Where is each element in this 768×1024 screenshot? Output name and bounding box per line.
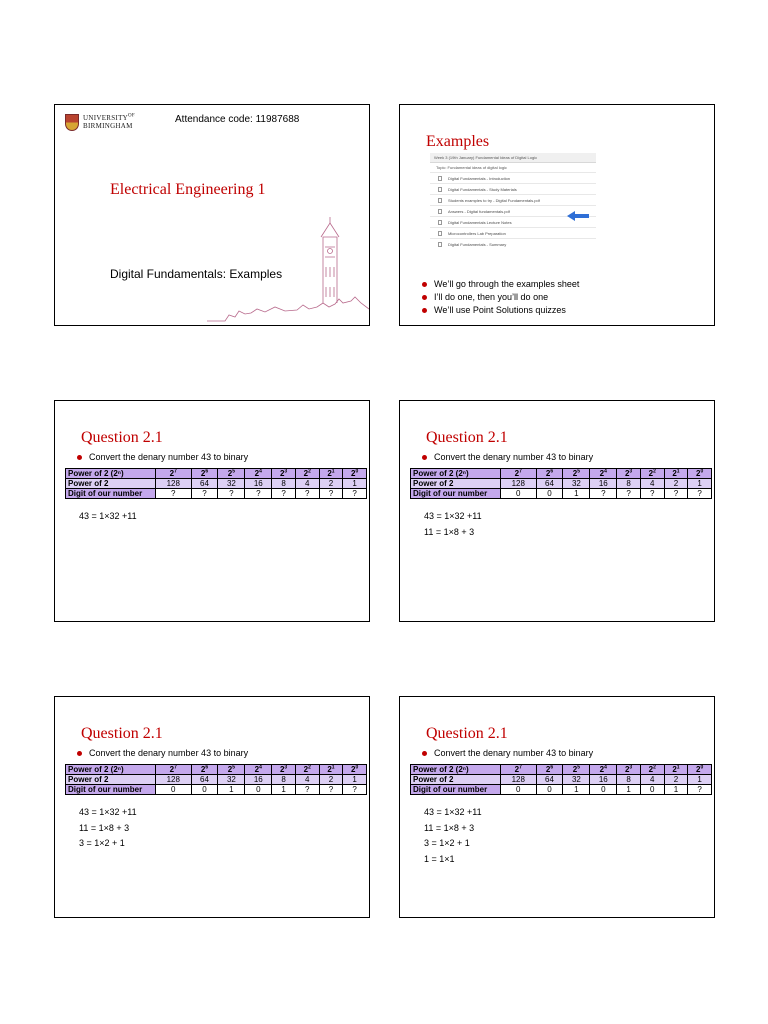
slide-subtitle: Digital Fundamentals: Examples [110, 267, 283, 281]
working-line: 43 = 1×32 +11 [424, 807, 482, 817]
digit-cell: ? [295, 785, 319, 795]
value-cell: 2 [319, 479, 343, 489]
table-row [411, 785, 712, 795]
title-slide [54, 104, 370, 326]
row-label: Digit of our number [411, 785, 501, 795]
value-cell: 64 [536, 775, 563, 785]
value-cell: 16 [590, 775, 617, 785]
working-steps [79, 509, 137, 525]
value-cell: 128 [501, 775, 537, 785]
slide-title: Electrical Engineering 1 [110, 181, 266, 198]
moodle-item: Students examples to try - Digital Fundamentals.pdf [430, 194, 596, 205]
power-cell: $2^1$ [319, 469, 343, 479]
powers-of-two-table [65, 764, 367, 795]
examples-slide [399, 104, 715, 326]
power-cell: $2^5$ [563, 469, 590, 479]
moodle-screenshot [430, 153, 596, 271]
digit-cell: 0 [536, 489, 563, 499]
bullet-item: Convert the denary number 43 to binary [77, 747, 248, 760]
bullet-item: Convert the denary number 43 to binary [422, 451, 593, 464]
bullet-item: Convert the denary number 43 to binary [422, 747, 593, 760]
digit-cell: ? [617, 489, 641, 499]
row-label: Digit of our number [66, 785, 156, 795]
power-cell: $2^5$ [563, 765, 590, 775]
table-row [66, 489, 367, 499]
moodle-item: Microcontrollers Lab Preparation [430, 227, 596, 238]
slide-title: Question 2.1 [426, 429, 508, 446]
powers-of-two-table [410, 764, 712, 795]
power-cell: $2^0$ [688, 469, 712, 479]
value-cell: 16 [590, 479, 617, 489]
working-line: 3 = 1×2 + 1 [424, 838, 470, 848]
digit-cell: ? [319, 489, 343, 499]
power-cell: $2^7$ [156, 765, 192, 775]
value-cell: 128 [156, 775, 192, 785]
value-cell: 1 [688, 775, 712, 785]
moodle-item: Digital Fundamentals - Study Materials [430, 183, 596, 194]
power-cell: $2^2$ [640, 765, 664, 775]
bullet-list [422, 278, 579, 317]
power-cell: $2^5$ [218, 765, 245, 775]
document-icon [438, 198, 442, 203]
document-icon [438, 176, 442, 181]
power-cell: $2^4$ [245, 765, 272, 775]
university-logo [65, 114, 135, 131]
value-cell: 64 [536, 479, 563, 489]
digit-cell: 0 [245, 785, 272, 795]
table-row [66, 775, 367, 785]
digit-cell: 0 [501, 489, 537, 499]
bullet-list [77, 451, 248, 464]
row-label: Power of 2 [66, 479, 156, 489]
value-cell: 32 [218, 479, 245, 489]
digit-cell: 0 [590, 785, 617, 795]
question-slide [54, 400, 370, 622]
slide-title: Examples [426, 133, 490, 150]
working-line: 11 = 1×8 + 3 [424, 526, 475, 537]
bullet-item: We’ll use Point Solutions quizzes [422, 304, 579, 317]
working-line: 1 = 1×1 [424, 853, 455, 864]
value-cell: 8 [272, 775, 296, 785]
value-cell: 4 [640, 479, 664, 489]
row-label: Power of 2 (2ⁿ) [66, 765, 156, 775]
digit-cell: ? [218, 489, 245, 499]
document-icon [438, 231, 442, 236]
value-cell: 32 [218, 775, 245, 785]
power-cell: $2^7$ [501, 765, 537, 775]
value-cell: 1 [688, 479, 712, 489]
value-cell: 64 [191, 775, 218, 785]
row-label: Power of 2 (2ⁿ) [66, 469, 156, 479]
digit-cell: ? [156, 489, 192, 499]
digit-cell: ? [245, 489, 272, 499]
working-line: 11 = 1×8 + 3 [424, 822, 475, 833]
power-cell: $2^0$ [343, 469, 367, 479]
value-cell: 64 [191, 479, 218, 489]
power-cell: $2^3$ [272, 469, 296, 479]
power-cell: $2^2$ [295, 469, 319, 479]
digit-cell: ? [295, 489, 319, 499]
row-label: Power of 2 [411, 479, 501, 489]
document-icon [438, 242, 442, 247]
row-label: Power of 2 [66, 775, 156, 785]
working-line: 3 = 1×2 + 1 [79, 838, 125, 848]
moodle-week-header: Week 3 (19th January) Fundamental Ideas of Digital Logic [430, 153, 596, 163]
row-label: Digit of our number [66, 489, 156, 499]
power-cell: $2^0$ [343, 765, 367, 775]
digit-cell: ? [272, 489, 296, 499]
digit-cell: 0 [156, 785, 192, 795]
working-line: 43 = 1×32 +11 [79, 807, 137, 817]
power-cell: $2^6$ [536, 469, 563, 479]
digit-cell: 0 [640, 785, 664, 795]
power-cell: $2^5$ [218, 469, 245, 479]
digit-cell: ? [664, 489, 688, 499]
slide-title: Question 2.1 [426, 725, 508, 742]
value-cell: 128 [156, 479, 192, 489]
power-cell: $2^4$ [590, 765, 617, 775]
slide-title: Question 2.1 [81, 725, 163, 742]
document-icon [438, 209, 442, 214]
powers-of-two-table [65, 468, 367, 499]
table-row [411, 489, 712, 499]
table-row [66, 785, 367, 795]
power-cell: $2^2$ [295, 765, 319, 775]
question-slide [399, 400, 715, 622]
moodle-item: Answers - Digital fundamentals.pdf [430, 205, 596, 216]
power-cell: $2^0$ [688, 765, 712, 775]
power-cell: $2^6$ [536, 765, 563, 775]
digit-cell: 0 [501, 785, 537, 795]
row-label: Digit of our number [411, 489, 501, 499]
digit-cell: ? [688, 489, 712, 499]
power-cell: $2^4$ [590, 469, 617, 479]
power-cell: $2^7$ [501, 469, 537, 479]
value-cell: 8 [272, 479, 296, 489]
bullet-item: I’ll do one, then you’ll do one [422, 291, 579, 304]
value-cell: 32 [563, 479, 590, 489]
value-cell: 8 [617, 775, 641, 785]
question-slide [399, 696, 715, 918]
value-cell: 2 [664, 775, 688, 785]
arrow-left-icon [567, 211, 589, 221]
table-row [411, 765, 712, 775]
working-line: 11 = 1×8 + 3 [79, 822, 130, 833]
row-label: Power of 2 (2ⁿ) [411, 469, 501, 479]
bullet-list [422, 747, 593, 760]
digit-cell: ? [688, 785, 712, 795]
slide-title: Question 2.1 [81, 429, 163, 446]
crest-icon [65, 114, 79, 131]
value-cell: 8 [617, 479, 641, 489]
digit-cell: 0 [536, 785, 563, 795]
document-icon [438, 187, 442, 192]
power-cell: $2^3$ [617, 765, 641, 775]
digit-cell: 0 [191, 785, 218, 795]
bullet-item: We’ll go through the examples sheet [422, 278, 579, 291]
digit-cell: ? [319, 785, 343, 795]
table-row [411, 775, 712, 785]
table-row [411, 469, 712, 479]
digit-cell: 1 [563, 785, 590, 795]
moodle-item: Digital Fundamentals Lecture Notes [430, 216, 596, 227]
logo-of: OF [128, 113, 135, 119]
table-row [66, 469, 367, 479]
digit-cell: ? [640, 489, 664, 499]
value-cell: 2 [664, 479, 688, 489]
working-steps [424, 805, 482, 867]
digit-cell: 1 [272, 785, 296, 795]
value-cell: 1 [343, 775, 367, 785]
value-cell: 128 [501, 479, 537, 489]
working-line: 43 = 1×32 +11 [79, 511, 137, 521]
digit-cell: ? [343, 489, 367, 499]
bullet-list [422, 451, 593, 464]
digit-cell: ? [191, 489, 218, 499]
moodle-item: Digital Fundamentals - Introduction [430, 172, 596, 183]
value-cell: 16 [245, 775, 272, 785]
power-cell: $2^3$ [272, 765, 296, 775]
digit-cell: ? [590, 489, 617, 499]
value-cell: 4 [295, 775, 319, 785]
table-row [66, 479, 367, 489]
moodle-item: Digital Fundamentals - Summary [430, 238, 596, 249]
power-cell: $2^1$ [664, 765, 688, 775]
document-icon [438, 220, 442, 225]
power-cell: $2^1$ [319, 765, 343, 775]
value-cell: 4 [640, 775, 664, 785]
value-cell: 4 [295, 479, 319, 489]
digit-cell: 1 [664, 785, 688, 795]
row-label: Power of 2 (2ⁿ) [411, 765, 501, 775]
value-cell: 1 [343, 479, 367, 489]
powers-of-two-table [410, 468, 712, 499]
digit-cell: 1 [563, 489, 590, 499]
attendance-code: Attendance code: 11987688 [175, 114, 300, 125]
logo-city: BIRMINGHAM [83, 122, 133, 130]
power-cell: $2^1$ [664, 469, 688, 479]
power-cell: $2^6$ [191, 469, 218, 479]
value-cell: 2 [319, 775, 343, 785]
logo-university: UNIVERSITY [83, 114, 128, 122]
value-cell: 16 [245, 479, 272, 489]
power-cell: $2^4$ [245, 469, 272, 479]
value-cell: 32 [563, 775, 590, 785]
campus-skyline-icon [205, 217, 370, 326]
digit-cell: ? [343, 785, 367, 795]
working-steps [424, 509, 482, 540]
power-cell: $2^3$ [617, 469, 641, 479]
question-slide [54, 696, 370, 918]
table-row [411, 479, 712, 489]
working-steps [79, 805, 137, 852]
power-cell: $2^2$ [640, 469, 664, 479]
bullet-list [77, 747, 248, 760]
bullet-item: Convert the denary number 43 to binary [77, 451, 248, 464]
power-cell: $2^6$ [191, 765, 218, 775]
power-cell: $2^7$ [156, 469, 192, 479]
digit-cell: 1 [617, 785, 641, 795]
digit-cell: 1 [218, 785, 245, 795]
moodle-topic: Topic: Fundamental ideas of digital logic [436, 165, 507, 170]
working-line: 43 = 1×32 +11 [424, 511, 482, 521]
table-row [66, 765, 367, 775]
row-label: Power of 2 [411, 775, 501, 785]
